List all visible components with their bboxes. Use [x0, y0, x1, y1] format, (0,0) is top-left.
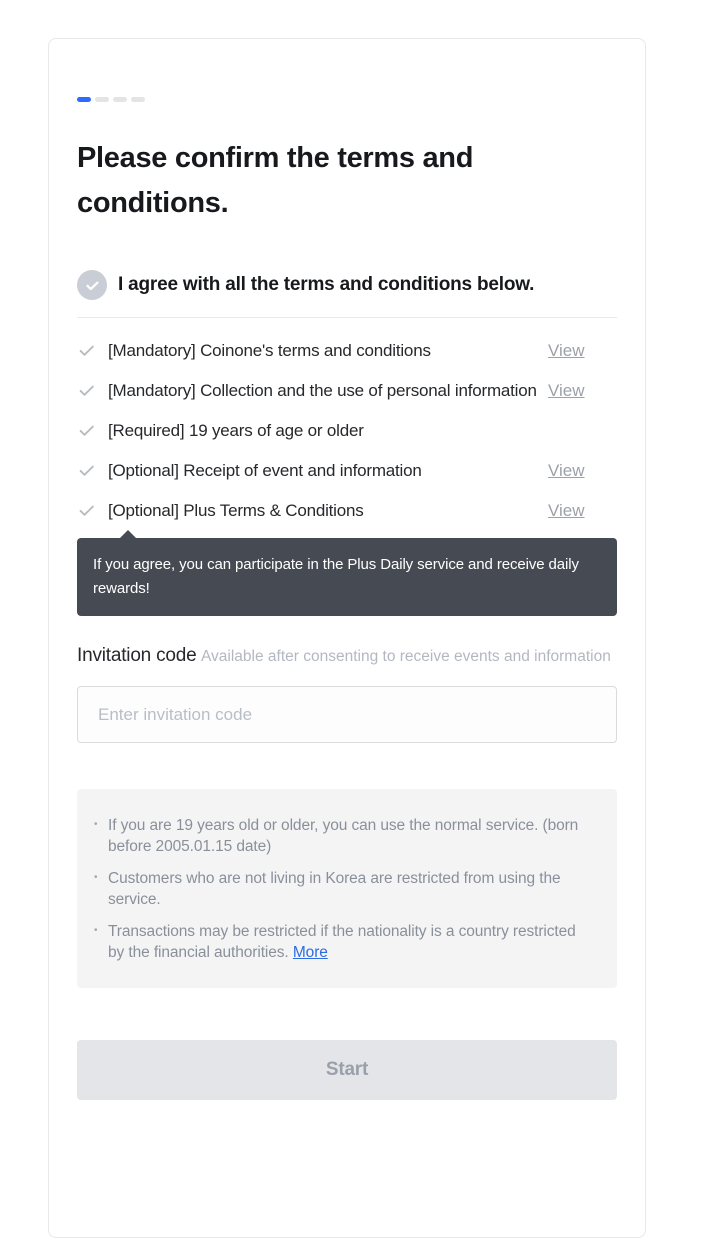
term-label: [Optional] Plus Terms & Conditions — [108, 501, 364, 520]
term-row-mandatory-terms[interactable] — [77, 338, 617, 363]
term-label: [Mandatory] Collection and the use of personal information — [108, 381, 537, 400]
term-row-plus-terms[interactable] — [77, 498, 617, 523]
page-title: Please confirm the terms and conditions. — [77, 142, 474, 219]
check-icon — [77, 461, 96, 480]
agree-all-row[interactable] — [77, 270, 617, 300]
divider — [77, 317, 617, 318]
notice-age: • If you are 19 years old or older, you can use the normal service. (born before 2005.01.15 date) — [93, 815, 601, 857]
term-row-personal-info[interactable] — [77, 378, 617, 403]
invitation-code-input[interactable] — [77, 686, 617, 743]
notice-box — [77, 789, 617, 988]
view-link-personal-info[interactable]: View — [548, 380, 585, 400]
invitation-code-helper: Available after consenting to receive events and information — [200, 648, 611, 665]
term-row-events[interactable] — [77, 458, 617, 483]
term-row-age[interactable] — [77, 418, 617, 443]
notice-nationality: • Transactions may be restricted if the nationality is a country restricted by the financial authorities. More — [93, 921, 601, 963]
invitation-code-section — [77, 642, 617, 743]
agree-all-label: I agree with all the terms and conditions below. — [118, 274, 535, 295]
tooltip-text: If you agree, you can participate in the Plus Daily service and receive daily rewards! — [93, 556, 579, 597]
check-icon — [77, 501, 96, 520]
plus-daily-tooltip — [77, 538, 617, 616]
notice-korea-residency: • Customers who are not living in Korea are restricted from using the service. — [93, 868, 601, 910]
progress-step-2 — [95, 97, 109, 102]
signup-terms-card — [48, 38, 646, 1238]
view-link-events[interactable]: View — [548, 460, 585, 480]
terms-list — [77, 338, 617, 523]
view-link-terms[interactable]: View — [548, 340, 585, 360]
step-progress-indicator — [77, 97, 617, 102]
check-icon — [84, 277, 101, 294]
check-icon — [77, 341, 96, 360]
check-icon — [77, 421, 96, 440]
progress-step-3 — [113, 97, 127, 102]
term-label: [Required] 19 years of age or older — [108, 421, 364, 440]
invitation-code-label: Invitation code — [77, 645, 197, 666]
term-label: [Optional] Receipt of event and information — [108, 461, 422, 480]
view-link-plus-terms[interactable]: View — [548, 500, 585, 520]
start-button[interactable]: Start — [77, 1040, 617, 1100]
notice-list — [93, 815, 601, 963]
term-label: [Mandatory] Coinone's terms and conditions — [108, 341, 431, 360]
progress-step-4 — [131, 97, 145, 102]
progress-step-1 — [77, 97, 91, 102]
check-icon — [77, 381, 96, 400]
agree-all-checkbox[interactable] — [77, 270, 107, 300]
more-link[interactable]: More — [292, 944, 328, 961]
